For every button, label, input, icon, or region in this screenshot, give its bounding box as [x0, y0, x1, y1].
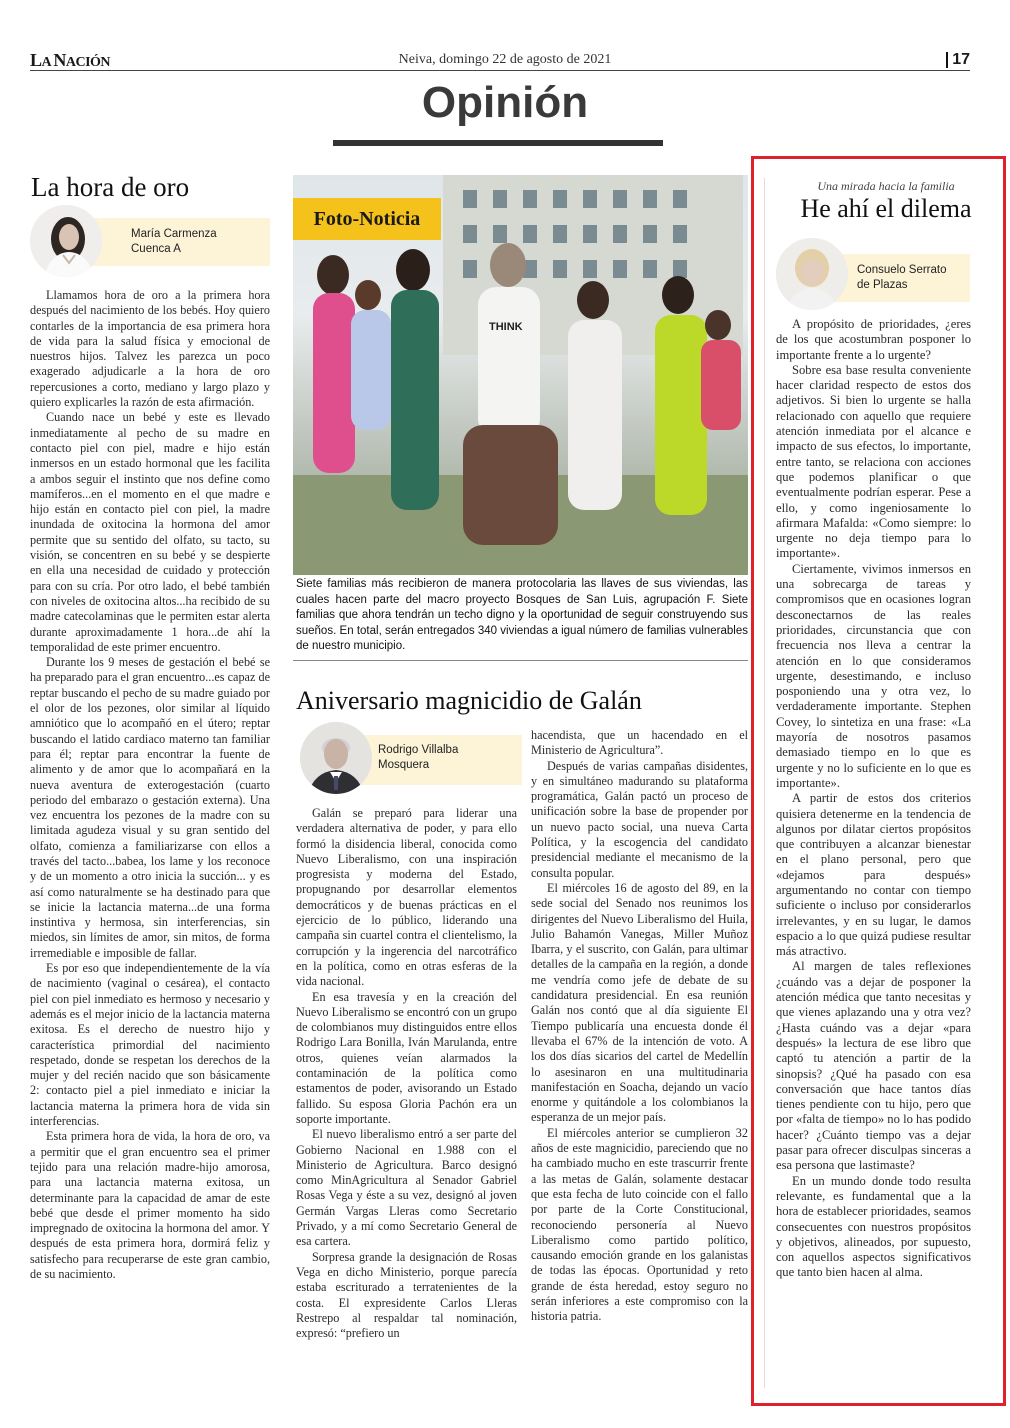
center-col1-paragraph-3: El nuevo liberalismo entró a ser parte del Gobierno Nacional en 1.988 con el Ministerio de Agricultura. Barco designó como MinAgricultura al Senador Gabriel Rosas Vega y éste a su vez, designó al joven Germán Vargas Lleras como Secretario Privado, y a mí como Secretario General de esa cartera.: [296, 1127, 517, 1249]
center-col2-paragraph-2: El miércoles 16 de agosto del 89, en la sede social del Senado nos reunimos los dirigentes del Nuevo Liberalismo del Huila, Julio Bahamón Vanegas, Miller Muñoz Ibarra, y el suscrito, con Galán, para ultimar detalles de la campaña en la región, a donde me vendría como jefe de debate de su candidatura presidencial. En esa reunión Galán nos contó que al día siguiente El Tiempo publicaría una encuesta donde él llevaba el 67% de la intención de voto. A los dos días sicarios del cartel de Medellín lo asesinaron en una multitudinaria manifestación en Soacha, dejando un vacío enorme y quitándole a los colombianos la esperanza de un mejor país.: [531, 880, 748, 1125]
column-divider: [764, 178, 765, 1388]
right-author-name-line1: Consuelo Serrato: [857, 264, 947, 276]
issue-date: Neiva, domingo 22 de agosto de 2021: [398, 52, 612, 67]
center-col2-paragraph-3: El miércoles anterior se cumplieron 32 años de este magnicidio, pareciendo que no ha cambiado mucho en este trascurrir frente a las metas de Galán, solamente destacar que esta fecha de luto coincide con el fallo por parte de la Corte Constitucional, reconociendo personería al Nuevo Liberalismo como partido político, causando emoción grande en los galanistas de todas las épocas. Oportunidad y reto grande de ésta heredad, estoy seguro no serán inferiores a este compromiso con la historia patria.: [531, 1125, 748, 1324]
left-paragraph-1: Llamamos hora de oro a la primera hora después del nacimiento de los bebés. Hoy quiero contarles de la importancia de esa primera hora de vida para la salud física y emocional de nuestros hijos. Talvez les parezca un poco exagerado adjudicarle a la hora de oro repercusiones a corto, mediano y largo plazo y quiero explicarles la razón de esta afirmación.: [30, 288, 270, 410]
left-paragraph-3: Durante los 9 meses de gestación el bebé se ha preparado para el gran encuentro...es capaz de reptar buscando el pecho de su madre guiado por el olor de los pezones, olor similar al líquido amniótico que lo acompañó en el útero; reptar buscando el latido cardiaco materno tan familiar para él; reptar para encontrar la fuente de alimento y de amor que lo acompañará en la nueva aventura de exterogestación (cuarto periodo del embarazo o gestación externa). Una vez encuentra los pezones de la madre con su limitada agudeza visual y su gran sentido del olfato, comienza a familiarizarse con ellos a través del tacto...babea, los lame y los reconoce y de un momento a otro inicia la succión... y es así como naturalmente se ha destinado para que se inicie la lactancia materna...de una forma instintiva y hermosa, sin interferencias, sin miedos, sin límites de amor, sin mitos, de forma irremediable e imposible de fallar.: [30, 655, 270, 960]
logo-letter-n: N: [53, 50, 66, 70]
left-author-avatar: [30, 205, 102, 277]
page-number: 17: [946, 52, 970, 68]
center-col1-paragraph-1: Galán se preparó para liderar una verdadera alternativa de poder, y para ello formó la disidencia liberal, conocida como Nuevo Liberalismo, con una inspiración progresista y moderna del Estado, propugnando por desarrollar elementos democráticos y de buenas prácticas en el ejercicio de lo público, liderando una campaña sin cuartel contra el clientelismo, la corrupción y la ingerencia del narcotráfico en la política, como en otras esferas de la vida nacional.: [296, 806, 517, 989]
center-col2-paragraph-1: Después de varias campañas disidentes, y en simultáneo madurando su plataforma programática, Galán pactó un proceso de unificación sobre la base de propender por un nuevo pacto social, una nueva Carta Política, y la escogencia del candidato presidencial mediante el mecanismo de la consulta popular.: [531, 758, 748, 880]
left-paragraph-5: Esta primera hora de vida, la hora de oro, va a permitir que el gran encuentro sea el primer tejido para una relación madre-hijo amorosa, para una lactancia materna exitosa, un determinante para la capacidad de amar de este bebé que desde el primer momento ha sido impregnado de oxitocina la hormona del amor. Y después de esta primera hora, dormirá feliz y satisfecho para recuperarse de este gran cambio, de su nacimiento.: [30, 1129, 270, 1281]
left-article-title: La hora de oro: [31, 172, 190, 202]
photo-news-badge: Foto-Noticia: [293, 198, 441, 240]
right-paragraph-5: Al margen de tales reflexiones ¿cuándo vas a dejar de posponer la atención médica que tanto necesitas y que vienes aplazando una y otra vez? ¿Hasta cuándo vas a dejar «para después» la lectura de ese libro que captó tu atención a partir de la sinopsis? ¿Qué ha pasado con esa conversación que hace tantos días tienes pendiente con tu hijo, pero que por «falta de tiempo» no lo has podido hacer? ¿Cuánto tiempo vas a dejar pasar para ofrecer disculpas sinceras a esa persona que lastimaste?: [776, 959, 971, 1173]
right-article-kicker: Una mirada hacia la familia: [817, 179, 955, 193]
right-paragraph-6: En un mundo donde todo resulta relevante, es fundamental que a la hora de establecer prioridades, seamos consecuentes con nuestros propósitos y objetivos, alineados, por supuesto, con aquellos aspectos significativos que tanto bien hacen al alma.: [776, 1173, 971, 1280]
right-paragraph-1: A propósito de prioridades, ¿eres de los que acostumbran posponer lo importante frente a lo urgente?: [776, 317, 971, 362]
center-col1-paragraph-4: Sorpresa grande la designación de Rosas Vega en dicho Ministerio, porque parecía estaba escriturado a terratenientes de la costa. El expresidente Carlos Lleras Restrepo al respaldar tal nominación, expresó: “prefiero un: [296, 1249, 517, 1341]
left-author-name-line2: Cuenca A: [131, 243, 181, 255]
right-author-avatar: [776, 238, 848, 310]
masthead-rule: [30, 70, 970, 71]
section-underline: [333, 140, 663, 146]
center-article-col1: [296, 806, 517, 1341]
right-author-name-line2: de Plazas: [857, 279, 908, 291]
caption-rule: [293, 660, 748, 661]
right-article-title: He ahí el dilema: [800, 194, 972, 223]
photo-news-caption: Siete familias más recibieron de manera protocolaria las llaves de sus viviendas, las cuales hacen parte del macro proyecto Bosques de San Luis, agrupación F. Siete familias que ahora tendrán un techo digno y la oportunidad de seguir construyendo sus sueños. En total, serán entregados 340 viviendas a igual número de familias vulnerables de nuestro municipio.: [296, 578, 748, 652]
left-paragraph-4: Es por eso que independientemente de la vía de nacimiento (vaginal o cesárea), el contacto piel con piel inmediato es hermoso y necesario y además es el mejor inicio de la lactancia materna exitosa. Es el derecho de nuestro hijo y característica primordial del nacimiento respetado, donde se respetan los derechos de la mujer y del recién nacido que son básicamente 2: contacto piel a piel inmediato e iniciar la lactancia materna la primera hora de vida sin interferencias.: [30, 961, 270, 1129]
left-paragraph-2: Cuando nace un bebé y este es llevado inmediatamente al pecho de su madre en contacto piel con piel, madre e hijo están inmersos en un estado hormonal que les facilita a ambos seguir el instinto que nos define como mamíferos...en el momento en el que madre e hijo están en contacto piel con piel, la madre inundada de oxitocina la hormona del amor permite que su sentido del olfato, su tacto, su visión, se concentren en su bebé y se despierte en ella una necesidad de cuidado y protección para con su cría. Por otro lado, el bebé también con niveles de oxitocina altos...ha recibido de su madre catecolaminas que le permiten estar alerta durante aproximadamente 1 hora...de ahí la temporalidad de este primer encuentro.: [30, 410, 270, 654]
shirt-text: THINK: [489, 321, 523, 333]
right-paragraph-2: Sobre esa base resulta conveniente hacer claridad respecto de estos dos adjetivos. Si bien lo urgente se halla relacionado con aquello que requiere atención inmediata por el alcance e impacto de sus efectos, lo importante, entre tanto, se relaciona con acciones que podemos planificar o que eventualmente podrían esperar. Pese a ello, y como ingeniosamente lo afirmara Mafalda: «Como siempre: lo urgente no deja tiempo para lo importante».: [776, 362, 971, 561]
center-col1-paragraph-2: En esa travesía y en la creación del Nuevo Liberalismo se encontró con un grupo de colombianos muy distinguidos entre ellos Rodrigo Lara Bonilla, Iván Marulanda, entre otros, quienes veían alarmados la contaminación de la política como estamentos de poder, avisorando un Estado fallido. Su esposa Gloria Pachón era un soporte importante.: [296, 989, 517, 1126]
center-author-name-line1: Rodrigo Villalba: [378, 744, 459, 756]
center-author-avatar: [300, 722, 372, 794]
center-article-title: Aniversario magnicidio de Galán: [296, 686, 642, 715]
center-col2-lead: hacendista, que un hacendado en el Ministerio de Agricultura”.: [531, 728, 748, 758]
center-author-name-line2: Mosquera: [378, 759, 430, 771]
left-author-name-line1: María Carmenza: [131, 228, 217, 240]
right-article-body: [776, 317, 971, 1281]
right-paragraph-3: Ciertamente, vivimos inmersos en una sobrecarga de tareas y compromisos que en ocasiones logran desconectarnos de las reales prioridades, circunstancia que con frecuencia nos lleva a centrar la atención en lo que consideramos urgente, desestimando, e incluso posponiendo una y otra vez, lo verdaderamente importante. Stephen Covey, lo sintetiza en una frase: «La mayoría de nosotros pasamos demasiado tiempo en lo que es urgente y no lo suficiente en lo que es importante».: [776, 561, 971, 790]
left-article-body: [30, 288, 270, 1282]
section-title: Opinión: [421, 78, 589, 127]
logo-letter-l: L: [30, 50, 42, 70]
logo-letters-a: A: [41, 55, 54, 70]
right-paragraph-4: A partir de estos dos criterios quisiera detenerme en la tendencia de algunos por dilatar ciertos propósitos que contribuyen a alcanzar bienestar en el plano personal, pero que «dejamos para después» argumentando no contar con tiempo suficiente o incluso por considerarlos irrelevantes, y en su lugar, le damos espacio a lo que quizá pudiese resultar más atractivo.: [776, 791, 971, 959]
logo-letters-acion: ACIÓN: [65, 55, 111, 70]
center-article-col2: [531, 728, 748, 1325]
